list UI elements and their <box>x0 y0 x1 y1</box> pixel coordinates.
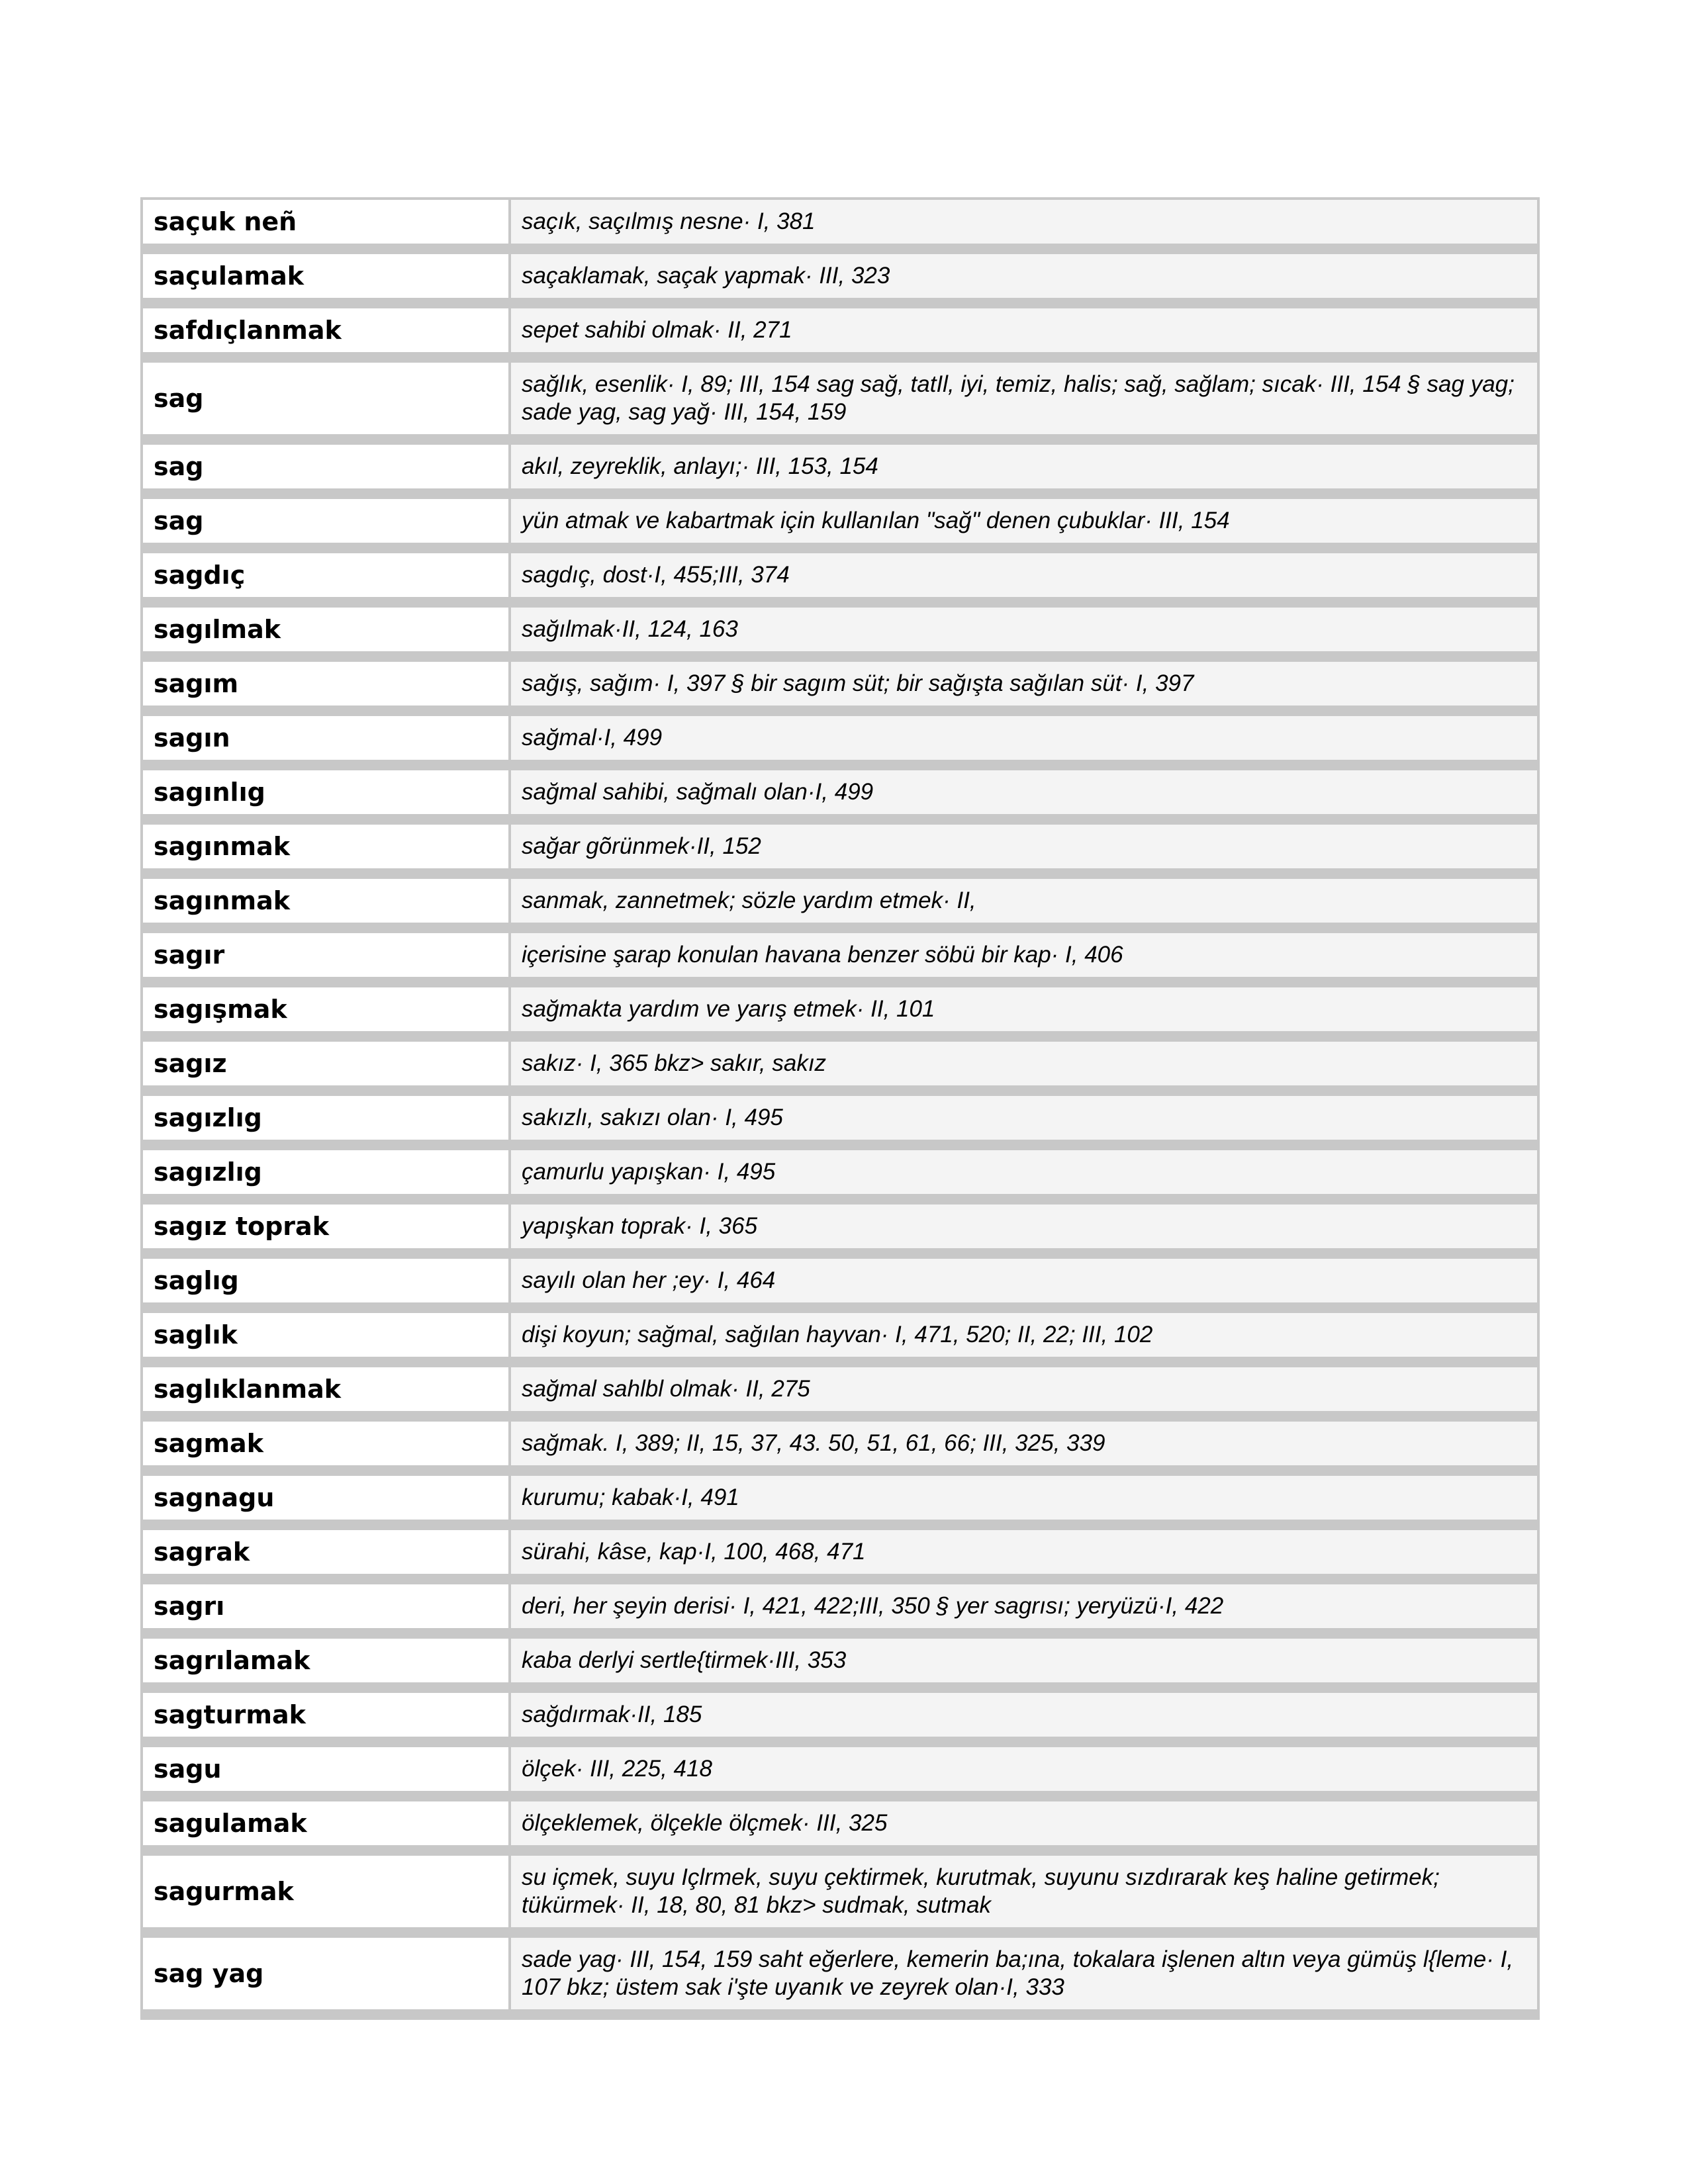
definition: dişi koyun; sağmal, sağılan hayvan· I, 471, 520; II, 22; III, 102 <box>511 1313 1537 1357</box>
headword: saçulamak <box>143 254 508 298</box>
table-row <box>143 662 1537 705</box>
table-row <box>143 716 1537 760</box>
headword: sagmak <box>143 1422 508 1465</box>
definition: sağılmak·II, 124, 163 <box>511 608 1537 651</box>
table-row <box>143 1422 1537 1465</box>
definition: sağlık, esenlik· I, 89; III, 154 sag sağ, tatIl, iyi, temiz, halis; sağ, sağlam; sıcak· III, 154 § sag yag; sade yag, sag yağ· III, 154, 159 <box>511 363 1537 434</box>
definition: su içmek, suyu Içlrmek, suyu çektirmek, kurutmak, suyunu sızdırarak keş haline getirmek; tükürmek· II, 18, 80, 81 bkz> sudmak, sutmak <box>511 1856 1537 1927</box>
table-row <box>143 933 1537 977</box>
headword: sag <box>143 445 508 488</box>
table-row <box>143 1530 1537 1574</box>
table-row <box>143 308 1537 352</box>
headword: sagınmak <box>143 825 508 868</box>
table-row <box>143 363 1537 434</box>
table-row <box>143 770 1537 814</box>
definition: saçık, saçılmış nesne· I, 381 <box>511 200 1537 244</box>
table-row <box>143 608 1537 651</box>
headword: sagım <box>143 662 508 705</box>
table-row <box>143 1096 1537 1140</box>
headword: sagınmak <box>143 879 508 923</box>
definition: sayılı olan her ;ey· I, 464 <box>511 1259 1537 1302</box>
headword: sagızlıg <box>143 1150 508 1194</box>
table-row <box>143 987 1537 1031</box>
definition: kaba derlyi sertle{tirmek·III, 353 <box>511 1639 1537 1682</box>
definition: sakızlı, sakızı olan· I, 495 <box>511 1096 1537 1140</box>
definition: sagdıç, dost·I, 455;III, 374 <box>511 553 1537 597</box>
table-row <box>143 254 1537 298</box>
table-row <box>143 825 1537 868</box>
definition: sağdırmak·II, 185 <box>511 1693 1537 1737</box>
headword: sagrılamak <box>143 1639 508 1682</box>
definition: sakız· I, 365 bkz> sakır, sakız <box>511 1042 1537 1085</box>
table-row <box>143 200 1537 244</box>
definition: sürahi, kâse, kap·I, 100, 468, 471 <box>511 1530 1537 1574</box>
headword: saglık <box>143 1313 508 1357</box>
headword: saçuk neñ <box>143 200 508 244</box>
headword: sagın <box>143 716 508 760</box>
headword: sagızlıg <box>143 1096 508 1140</box>
table-row <box>143 1856 1537 1927</box>
table-row <box>143 1367 1537 1411</box>
headword: sagız toprak <box>143 1205 508 1248</box>
definition: sağar gõrünmek·II, 152 <box>511 825 1537 868</box>
headword: sagurmak <box>143 1856 508 1927</box>
table-row <box>143 879 1537 923</box>
headword: sag <box>143 363 508 434</box>
definition: saçaklamak, saçak yapmak· III, 323 <box>511 254 1537 298</box>
headword: sagdıç <box>143 553 508 597</box>
table-row <box>143 499 1537 543</box>
table-row <box>143 1639 1537 1682</box>
table-row <box>143 445 1537 488</box>
table-row <box>143 1584 1537 1628</box>
definition: sağmakta yardım ve yarış etmek· II, 101 <box>511 987 1537 1031</box>
definition: sağmal·I, 499 <box>511 716 1537 760</box>
headword: sagrak <box>143 1530 508 1574</box>
headword: saglıg <box>143 1259 508 1302</box>
definition: sağmal sahibi, sağmalı olan·I, 499 <box>511 770 1537 814</box>
headword: safdıçlanmak <box>143 308 508 352</box>
table-row <box>143 1313 1537 1357</box>
definition: sepet sahibi olmak· II, 271 <box>511 308 1537 352</box>
definition: yün atmak ve kabartmak için kullanılan "sağ" denen çubuklar· III, 154 <box>511 499 1537 543</box>
definition: ölçek· III, 225, 418 <box>511 1747 1537 1791</box>
definition: ölçeklemek, ölçekle ölçmek· III, 325 <box>511 1801 1537 1845</box>
definition: sağmak. I, 389; II, 15, 37, 43. 50, 51, 61, 66; III, 325, 339 <box>511 1422 1537 1465</box>
definition: çamurlu yapışkan· I, 495 <box>511 1150 1537 1194</box>
table-row <box>143 1801 1537 1845</box>
headword: sag <box>143 499 508 543</box>
table-row <box>143 553 1537 597</box>
definition: sağmal sahlbl olmak· II, 275 <box>511 1367 1537 1411</box>
definition: sade yag· III, 154, 159 saht eğerlere, kemerin ba;ına, tokalara işlenen altın veya gümüş l{leme· I, 107 bkz; üstem sak i'şte uyanık ve zeyrek olan·I, 333 <box>511 1938 1537 2009</box>
definition: kurumu; kabak·I, 491 <box>511 1476 1537 1520</box>
headword: sagnagu <box>143 1476 508 1520</box>
headword: sagulamak <box>143 1801 508 1845</box>
headword: sagrı <box>143 1584 508 1628</box>
dictionary-table <box>140 197 1540 2020</box>
table-row <box>143 1747 1537 1791</box>
table-row <box>143 1042 1537 1085</box>
headword: saglıklanmak <box>143 1367 508 1411</box>
table-row <box>143 1938 1537 2009</box>
headword: sagışmak <box>143 987 508 1031</box>
table-row <box>143 1150 1537 1194</box>
table-row <box>143 1259 1537 1302</box>
definition: sağış, sağım· I, 397 § bir sagım süt; bir sağışta sağılan süt· I, 397 <box>511 662 1537 705</box>
headword: sagu <box>143 1747 508 1791</box>
definition: akıl, zeyreklik, anlayı;· III, 153, 154 <box>511 445 1537 488</box>
headword: sagız <box>143 1042 508 1085</box>
headword: sagılmak <box>143 608 508 651</box>
definition: deri, her şeyin derisi· I, 421, 422;III, 350 § yer sagrısı; yeryüzü·I, 422 <box>511 1584 1537 1628</box>
table-row <box>143 1476 1537 1520</box>
table-row <box>143 1693 1537 1737</box>
definition: sanmak, zannetmek; sözle yardım etmek· II, <box>511 879 1537 923</box>
headword: sag yag <box>143 1938 508 2009</box>
definition: yapışkan toprak· I, 365 <box>511 1205 1537 1248</box>
table-row <box>143 1205 1537 1248</box>
headword: sagturmak <box>143 1693 508 1737</box>
headword: sagınlıg <box>143 770 508 814</box>
definition: içerisine şarap konulan havana benzer söbü bir kap· I, 406 <box>511 933 1537 977</box>
headword: sagır <box>143 933 508 977</box>
